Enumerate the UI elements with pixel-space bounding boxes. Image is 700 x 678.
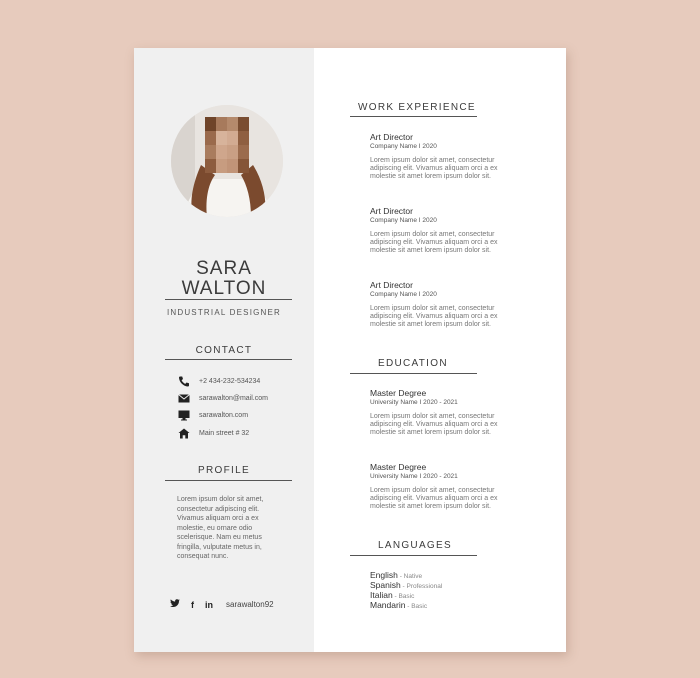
contact-divider bbox=[165, 359, 292, 360]
school-line: University Name I 2020 - 2021 bbox=[370, 399, 458, 406]
degree-description: Lorem ipsum dolor sit amet, consectetur adipiscing elit. Vivamus aliquam orci a ex molestie sit amet lorem ipsum dolor sit. bbox=[370, 487, 498, 510]
social-links bbox=[170, 599, 274, 610]
job-description: Lorem ipsum dolor sit amet, consectetur adipiscing elit. Vivamus aliquam orci a ex molestie sit amet lorem ipsum dolor sit. bbox=[370, 231, 498, 254]
language-name: Mandarin bbox=[370, 600, 406, 610]
contact-phone bbox=[178, 375, 260, 387]
job-title: Art Director bbox=[370, 132, 413, 142]
contact-email bbox=[178, 392, 268, 404]
profile-text: Lorem ipsum dolor sit amet, consectetur adipiscing elit. Vivamus aliquam orci a ex molestie, eu ornare odio scelerisque. Nam eu metus fringilla, vulputate metus in, consequat nunc. bbox=[177, 496, 264, 560]
facebook-icon[interactable]: f bbox=[191, 599, 194, 610]
mail-icon bbox=[178, 393, 190, 404]
name-divider bbox=[165, 299, 292, 300]
languages-divider bbox=[350, 555, 477, 556]
language-level: - Native bbox=[397, 573, 423, 580]
address-text: Main street # 32 bbox=[199, 429, 250, 437]
twitter-icon[interactable] bbox=[170, 599, 180, 610]
phone-icon bbox=[178, 376, 190, 387]
contact-heading: CONTACT bbox=[195, 345, 253, 356]
first-name: SARA bbox=[196, 258, 252, 279]
school-line: University Name I 2020 - 2021 bbox=[370, 473, 458, 480]
profile-heading: PROFILE bbox=[198, 465, 250, 476]
home-icon bbox=[178, 428, 190, 439]
email-text: sarawalton@mail.com bbox=[199, 394, 268, 402]
linkedin-icon[interactable]: in bbox=[205, 599, 213, 610]
education-entry bbox=[370, 388, 520, 437]
work-entry bbox=[370, 132, 520, 181]
language-level: - Professional bbox=[400, 583, 443, 590]
contact-website bbox=[178, 409, 248, 421]
website-text: sarawalton.com bbox=[199, 411, 249, 419]
work-entry bbox=[370, 206, 520, 255]
company-line: Company Name I 2020 bbox=[370, 217, 437, 224]
degree-title: Master Degree bbox=[370, 462, 427, 472]
resume-page bbox=[134, 48, 566, 652]
language-item bbox=[370, 600, 427, 612]
social-handle: sarawalton92 bbox=[226, 600, 274, 609]
profile-divider bbox=[165, 480, 292, 481]
job-description: Lorem ipsum dolor sit amet, consectetur adipiscing elit. Vivamus aliquam orci a ex molestie sit amet lorem ipsum dolor sit. bbox=[370, 157, 498, 180]
monitor-icon bbox=[178, 410, 190, 421]
education-heading: EDUCATION bbox=[378, 358, 448, 369]
job-title: Art Director bbox=[370, 206, 413, 216]
phone-text: +2 434-232-534234 bbox=[199, 377, 261, 385]
job-description: Lorem ipsum dolor sit amet, consectetur adipiscing elit. Vivamus aliquam orci a ex molestie sit amet lorem ipsum dolor sit. bbox=[370, 305, 498, 328]
language-name: Italian bbox=[370, 590, 393, 600]
language-name: Spanish bbox=[370, 580, 401, 590]
job-role: INDUSTRIAL DESIGNER bbox=[166, 308, 282, 317]
degree-title: Master Degree bbox=[370, 388, 427, 398]
language-name: English bbox=[370, 570, 398, 580]
contact-address bbox=[178, 427, 249, 439]
education-entry bbox=[370, 462, 520, 511]
languages-heading: LANGUAGES bbox=[378, 540, 452, 551]
job-title: Art Director bbox=[370, 280, 413, 290]
last-name: WALTON bbox=[181, 278, 267, 299]
work-divider bbox=[350, 116, 477, 117]
company-line: Company Name I 2020 bbox=[370, 291, 437, 298]
language-level: - Basic bbox=[392, 593, 415, 600]
work-experience-heading: WORK EXPERIENCE bbox=[358, 102, 476, 113]
language-level: - Basic bbox=[405, 603, 428, 610]
profile-photo bbox=[171, 105, 283, 217]
company-line: Company Name I 2020 bbox=[370, 143, 437, 150]
degree-description: Lorem ipsum dolor sit amet, consectetur adipiscing elit. Vivamus aliquam orci a ex molestie sit amet lorem ipsum dolor sit. bbox=[370, 413, 498, 436]
resume-sidebar bbox=[134, 48, 314, 652]
education-divider bbox=[350, 373, 477, 374]
work-entry bbox=[370, 280, 520, 329]
